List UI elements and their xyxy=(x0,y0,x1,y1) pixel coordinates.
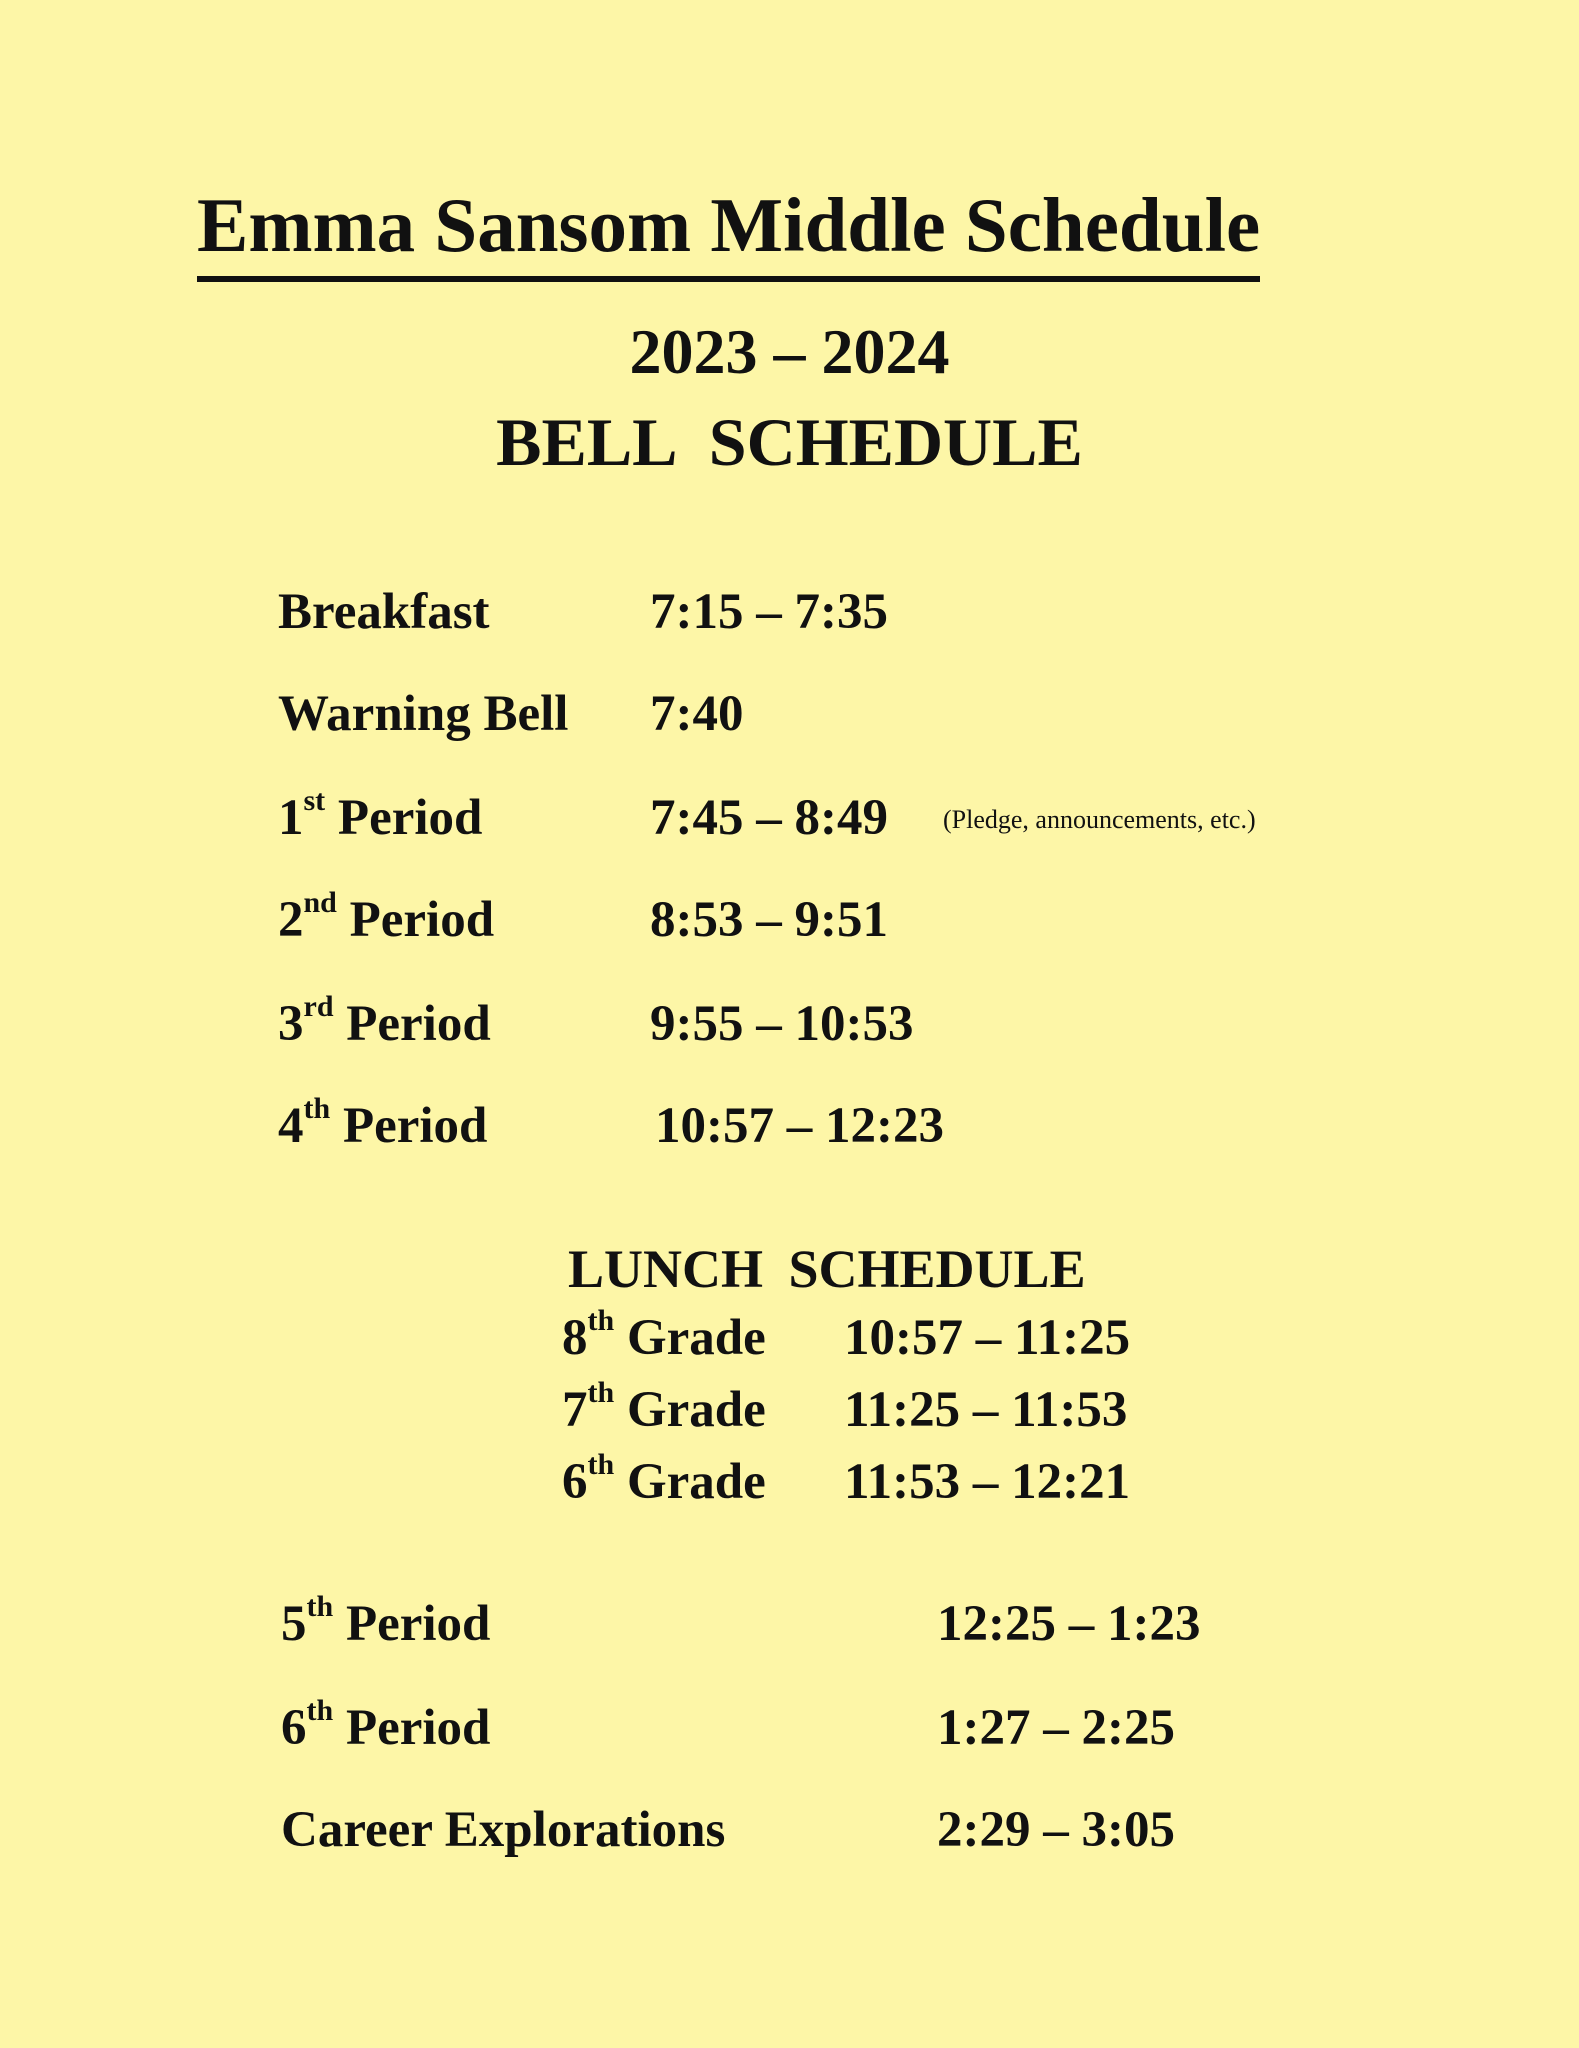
row-label: Career Explorations xyxy=(281,1802,726,1858)
lunch-label: 6th Grade xyxy=(562,1448,766,1510)
row-time: 8:53 – 9:51 xyxy=(650,892,888,948)
row-time: 7:15 – 7:35 xyxy=(650,584,888,640)
row-label: 5th Period xyxy=(281,1590,491,1652)
row-label: Breakfast xyxy=(278,584,490,640)
lunch-label: 7th Grade xyxy=(562,1376,766,1438)
row-label: 3rd Period xyxy=(278,990,491,1052)
lunch-label: 8th Grade xyxy=(562,1304,766,1366)
lunch-time: 11:25 – 11:53 xyxy=(844,1382,1128,1438)
row-label: 4th Period xyxy=(278,1092,488,1154)
school-year: 2023 – 2024 xyxy=(629,316,950,387)
row-note: (Pledge, announcements, etc.) xyxy=(943,805,1256,834)
row-time: 9:55 – 10:53 xyxy=(650,996,914,1052)
row-time: 10:57 – 12:23 xyxy=(655,1098,944,1154)
row-label: 2nd Period xyxy=(278,886,495,948)
row-time: 2:29 – 3:05 xyxy=(937,1802,1175,1858)
row-time: 7:45 – 8:49 xyxy=(650,790,888,846)
row-time: 7:40 xyxy=(650,686,744,742)
row-label: 1st Period xyxy=(278,784,483,846)
bell-schedule-heading: BELL SCHEDULE xyxy=(496,404,1083,480)
row-label: 6th Period xyxy=(281,1694,491,1756)
page-title: Emma Sansom Middle Schedule xyxy=(197,180,1260,282)
row-label: Warning Bell xyxy=(278,686,569,742)
row-time: 1:27 – 2:25 xyxy=(937,1700,1175,1756)
lunch-schedule-heading: LUNCH SCHEDULE xyxy=(568,1239,1086,1299)
row-time: 12:25 – 1:23 xyxy=(937,1596,1201,1652)
lunch-time: 11:53 – 12:21 xyxy=(844,1454,1131,1510)
lunch-time: 10:57 – 11:25 xyxy=(844,1310,1131,1366)
